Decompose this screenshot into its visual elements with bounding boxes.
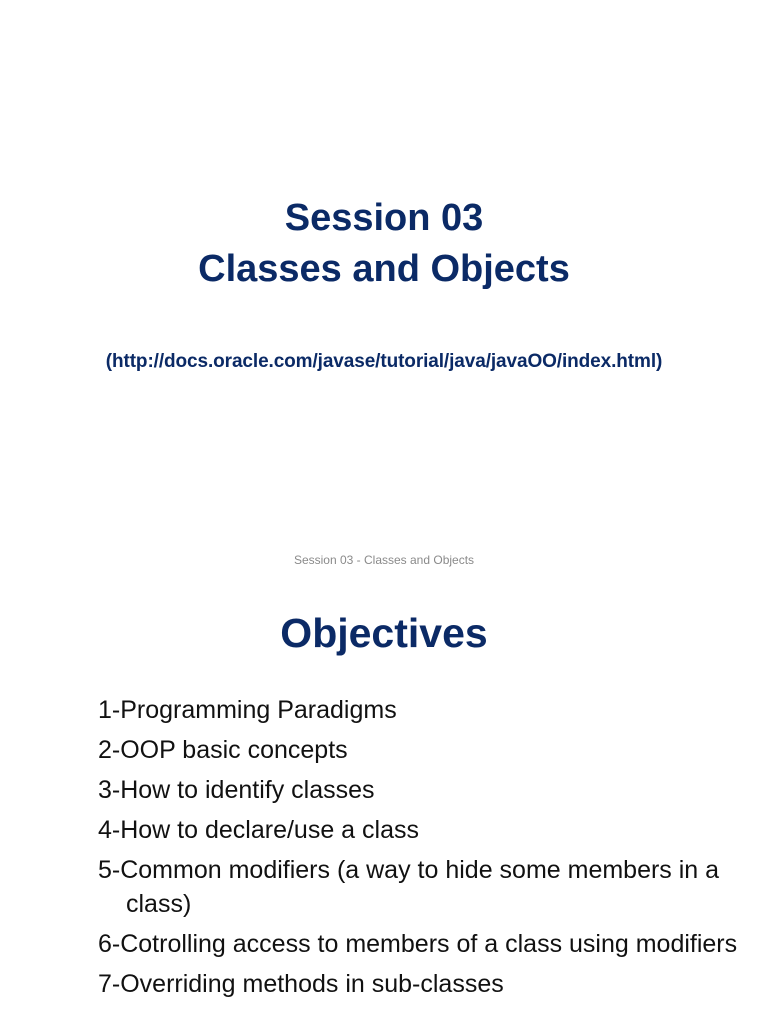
objective-item: 2-OOP basic concepts xyxy=(98,736,348,764)
objective-item: 7-Overriding methods in sub-classes xyxy=(98,970,504,998)
objective-item: 4-How to declare/use a class xyxy=(98,816,419,844)
objective-item: 3-How to identify classes xyxy=(98,776,375,804)
slide-title-line-session: Session 03 xyxy=(284,197,484,239)
objectives-heading: Objectives xyxy=(280,610,488,656)
reference-url: (http://docs.oracle.com/javase/tutorial/java/javaOO/index.html) xyxy=(105,351,663,372)
slide-title xyxy=(0,193,768,295)
objective-item: 6-Cotrolling access to members of a class using modifiers xyxy=(98,930,738,958)
objective-item: 5-Common modifiers (a way to hide some members in a class) xyxy=(98,856,720,918)
slide-title-line-topic: Classes and Objects xyxy=(198,248,570,290)
slide-footer: Session 03 - Classes and Objects xyxy=(293,553,475,567)
objectives-list xyxy=(98,693,738,1007)
objective-item: 1-Programming Paradigms xyxy=(98,696,397,724)
